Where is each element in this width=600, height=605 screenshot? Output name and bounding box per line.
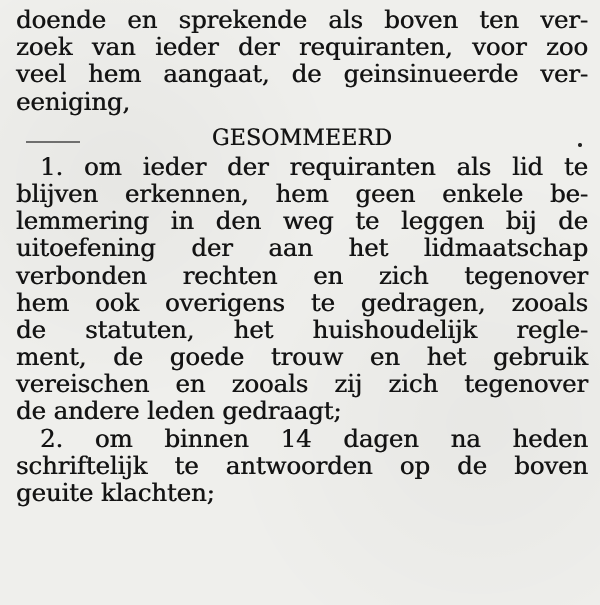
intro-line-2: zoek van ieder der requiranten, voor zoo xyxy=(16,32,588,62)
intro-line-4: eeniging, xyxy=(16,86,131,116)
section-heading: GESOMMEERD xyxy=(211,125,393,151)
item-2-line-2: schriftelijk te antwoorden op de boven xyxy=(16,450,588,480)
item-1-line-10: de andere leden gedraagt; xyxy=(16,396,342,426)
legal-text-body xyxy=(16,6,588,506)
item-1-line-5: verbonden rechten en zich tegenover xyxy=(16,260,588,290)
item-1-line-6: hem ook overigens te gedragen, zooals xyxy=(16,287,588,317)
item-2-line-1: 2. om binnen 14 dagen na heden xyxy=(40,423,588,453)
section-heading-row xyxy=(16,115,588,153)
heading-rule xyxy=(26,141,80,143)
item-1-line-3: lemmering in den weg te leggen bij de xyxy=(16,206,588,236)
item-1-line-8: ment, de goede trouw en het gebruik xyxy=(16,342,588,372)
item-1-line-1: 1. om ieder der requiranten als lid te xyxy=(40,151,588,181)
print-dot xyxy=(578,143,582,147)
item-1-line-4: uitoefening der aan het lidmaatschap xyxy=(16,233,588,263)
item-1-line-9: vereischen en zooals zij zich tegenover xyxy=(16,369,588,399)
item-1-line-2: blijven erkennen, hem geen enkele be- xyxy=(16,178,588,208)
intro-line-3: veel hem aangaat, de geinsinueerde ver- xyxy=(16,59,588,89)
item-2-line-3: geuite klachten; xyxy=(16,478,215,507)
intro-line-1: doende en sprekende als boven ten ver- xyxy=(16,5,588,34)
item-1-line-7: de statuten, het huishoudelijk regle- xyxy=(16,314,588,344)
